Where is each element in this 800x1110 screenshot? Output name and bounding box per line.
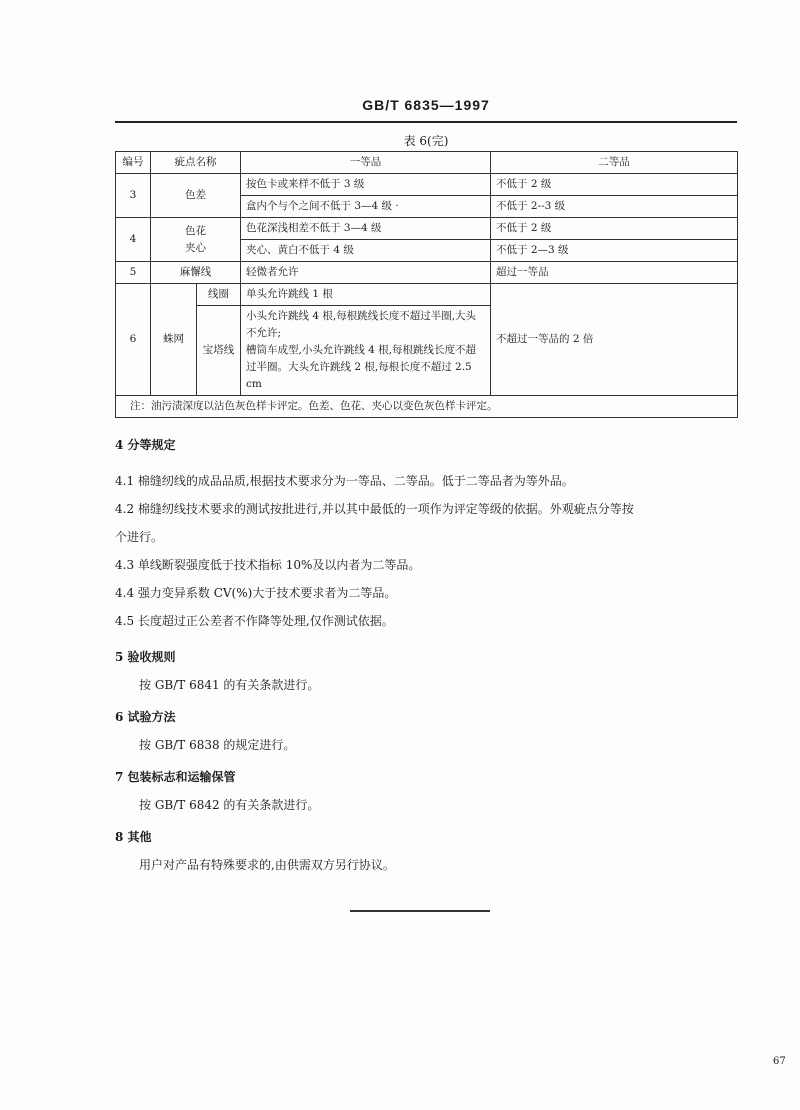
end-rule [350,910,490,912]
col-header-no: 编号 [116,152,151,174]
clause-4-2: 4.2 棉缝纫线技术要求的测试按批进行,并以其中最低的一项作为评定等级的依据。外观疵点分等按 [115,502,634,516]
section-5-text: 按 GB/T 6841 的有关条款进行。 [139,678,320,692]
clause-4-2-cont: 个进行。 [115,530,164,544]
section-6-title: 6 试验方法 [115,710,176,724]
table-caption: 表 6(完) [403,134,449,148]
table-note-row: 注：油污渍深度以沾色灰色样卡评定。色差、色花、夹心以变色灰色样卡评定。 [116,396,738,418]
col-header-defect: 疵点名称 [151,152,241,174]
col-header-first-grade: 一等品 [241,152,491,174]
table-row: 6 蛛网 线圈 单头允许跳线 1 根 不超过一等品的 2 倍 [116,284,738,306]
section-6-text: 按 GB/T 6838 的规定进行。 [139,738,296,752]
defect-grading-table [115,151,738,418]
table-row: 夹心、黄白不低于 4 级 不低于 2—3 级 [116,240,738,262]
clause-4-3: 4.3 单线断裂强度低于技术指标 10%及以内者为二等品。 [115,558,421,572]
header-rule [115,121,737,123]
section-8-title: 8 其他 [115,830,152,844]
section-7 [115,768,737,814]
clause-4-1: 4.1 棉缝纫线的成品品质,根据技术要求分为一等品、二等品。低于二等品者为等外品。 [115,474,574,488]
section-8-text: 用户对产品有特殊要求的,由供需双方另行协议。 [139,858,395,872]
section-4 [115,436,737,630]
section-7-title: 7 包装标志和运输保管 [115,770,236,784]
table-row: 宝塔线 小头允许跳线 4 根,每根跳线长度不超过半圈,大头不允许; 槽筒车成型,小头允许跳线 4 根,每根跳线长度不超过半圈。大头允许跳线 2 根,每根长度不超过 2.5 cm [116,306,738,396]
section-4-title: 4 分等规定 [115,438,176,452]
clause-4-5: 4.5 长度超过正公差者不作降等处理,仅作测试依据。 [115,614,394,628]
standard-number-header: GB/T 6835—1997 [362,97,490,113]
section-8 [115,828,737,874]
clause-4-4: 4.4 强力变异系数 CV(%)大于技术要求者为二等品。 [115,586,397,600]
table-header-row [116,152,738,174]
section-5-title: 5 验收规则 [115,650,176,664]
page-body [115,96,737,912]
table-row: 5 麻懈线 轻微者允许 超过一等品 [116,262,738,284]
table-row: 4 色花 夹心 色花深浅相差不低于 3—4 级 不低于 2 级 [116,218,738,240]
table-row: 盒内个与个之间不低于 3—4 级 · 不低于 2--3 级 [116,196,738,218]
table-row: 3 色差 按色卡或来样不低于 3 级 不低于 2 级 [116,174,738,196]
page-number: 67 [773,1056,786,1067]
col-header-second-grade: 二等品 [491,152,738,174]
section-7-text: 按 GB/T 6842 的有关条款进行。 [139,798,320,812]
section-5 [115,648,737,694]
section-6 [115,708,737,754]
